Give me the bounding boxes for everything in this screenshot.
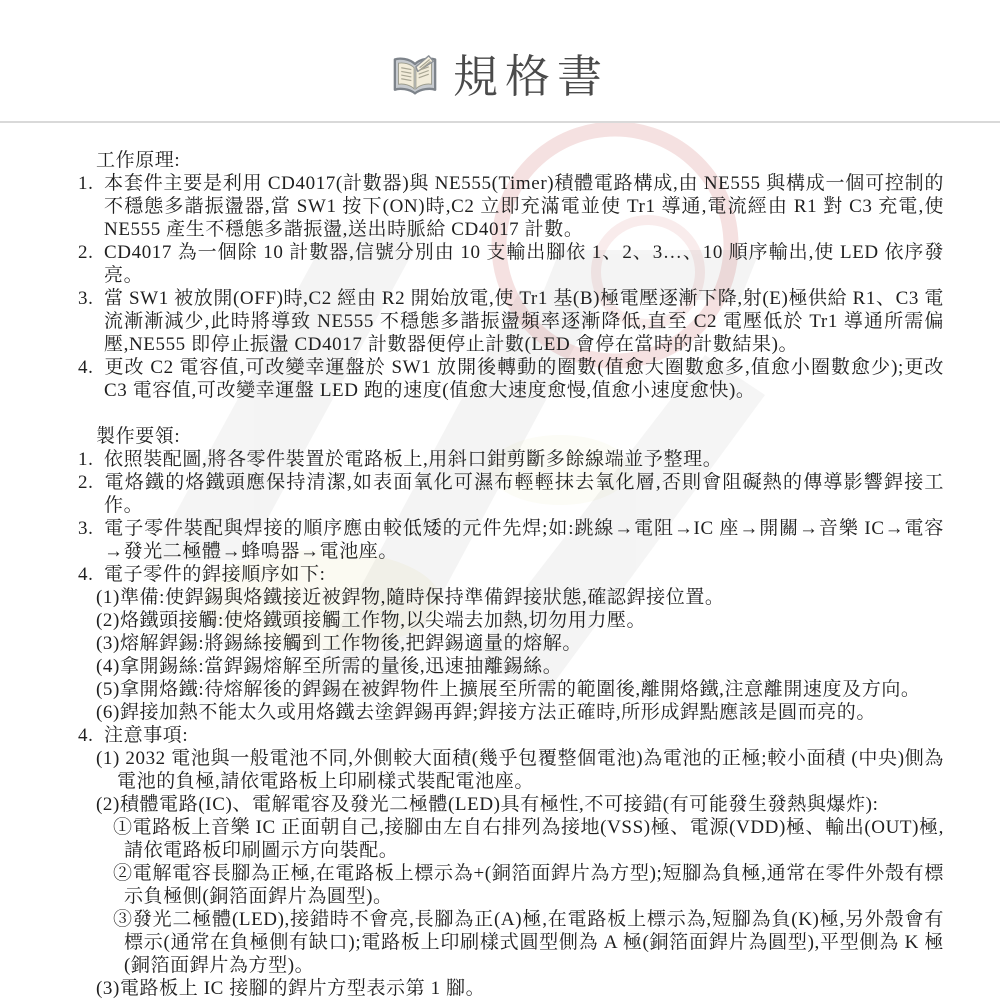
list-item-text: 電子零件裝配與焊接的順序應由較低矮的元件先焊;如:跳線→電阻→IC 座→開關→音樂 IC→電容→發光二極體→蜂鳴器→電池座。: [104, 518, 944, 562]
document-header: [0, 0, 1000, 105]
list-item-text: (2)烙鐵頭接觸:使烙鐵頭接觸工作物,以尖端去加熱,切勿用力壓。: [96, 610, 647, 631]
list-item-text: (3)電路板上 IC 接腳的銲片方型表示第 1 腳。: [96, 978, 486, 999]
list-item: [78, 517, 944, 563]
list-item-text: (5)拿開烙鐵:待熔解後的銲錫在被銲物件上擴展至所需的範圍後,離開烙鐵,注意離開速度及方向。: [96, 679, 921, 700]
list-item-marker: 4.: [78, 564, 94, 585]
list-item-text: 電烙鐵的烙鐵頭應保持清潔,如表面氧化可濕布輕輕抹去氧化層,否則會阻礙熱的傳導影響銲接工作。: [104, 472, 944, 516]
list-item-marker: 3.: [78, 288, 94, 309]
list-item-text: 注意事項:: [104, 725, 189, 746]
list-item: [78, 356, 944, 402]
section-heading: 製作要領:: [96, 426, 181, 447]
list-item-marker: 1.: [78, 449, 94, 470]
list-item: [78, 586, 944, 609]
list-item-text: (1) 2032 電池與一般電池不同,外側較大面積(幾乎包覆整個電池)為電池的正極;較小面積 (中央)側為電池的負極,請依電路板上印刷樣式裝配電池座。: [96, 748, 944, 792]
list-item: [78, 448, 944, 471]
page-title: 規格書: [452, 51, 609, 102]
list-item-text: 依照裝配圖,將各零件裝置於電路板上,用斜口鉗剪斷多餘線端並予整理。: [104, 449, 723, 470]
document-body: [0, 123, 1000, 1000]
list-item: [78, 241, 944, 287]
list-item: [78, 793, 944, 816]
list-item-text: ③發光二極體(LED),接錯時不會亮,長腳為正(A)極,在電路板上標示為,短腳為負(K)極,另外殼會有標示(通常在負極側有缺口);電路板上印刷樣式圓型側為 A 極(銅箔面銲片為圓型),平型側為 K 極(銅箔面銲片為方型)。: [113, 909, 944, 976]
list-item-text: ①電路板上音樂 IC 正面朝自己,接腳由左自右排列為接地(VSS)極、電源(VDD)極、輸出(OUT)極,請依電路板印刷圖示方向裝配。: [113, 817, 944, 861]
list-item-text: (6)銲接加熱不能太久或用烙鐵去塗銲錫再銲;銲接方法正確時,所形成銲點應該是圓而亮的。: [96, 702, 876, 723]
list-item-text: (3)熔解銲錫:將錫絲接觸到工作物後,把銲錫適量的熔解。: [96, 633, 582, 654]
list-item-marker: 2.: [78, 242, 94, 263]
list-item-text: 電子零件的銲接順序如下:: [104, 564, 326, 585]
section-heading: 工作原理:: [96, 150, 181, 171]
list-item: [78, 632, 944, 655]
list-item-text: (2)積體電路(IC)、電解電容及發光二極體(LED)具有極性,不可接錯(有可能發生發熱與爆炸):: [96, 794, 879, 815]
list-item-marker: 4.: [78, 357, 94, 378]
list-item: [78, 977, 944, 1000]
list-item-text: 更改 C2 電容值,可改變幸運盤於 SW1 放開後轉動的圈數(值愈大圈數愈多,值愈小圈數愈少);更改 C3 電容值,可改變幸運盤 LED 跑的速度(值愈大速度愈慢,值愈小速度愈快)。: [104, 357, 944, 401]
list-item-text: (4)拿開錫絲:當銲錫熔解至所需的量後,迅速抽離錫絲。: [96, 656, 563, 677]
list-item: [78, 862, 944, 908]
list-item: [78, 287, 944, 356]
list-item-marker: 3.: [78, 518, 94, 539]
list-item-text: 當 SW1 被放開(OFF)時,C2 經由 R2 開始放電,使 Tr1 基(B)極電壓逐漸下降,射(E)極供給 R1、C3 電流漸漸減少,此時將導致 NE555 不穩態多諧振盪頻率逐漸降低,直至 C2 電壓低於 Tr1 導通所需偏壓,NE555 即停止振盪 CD4017 計數器便停止計數(LED 會停在當時的計數結果)。: [104, 288, 944, 355]
list-item: [78, 724, 944, 747]
list-item-text: 本套件主要是利用 CD4017(計數器)與 NE555(Timer)積體電路構成,由 NE555 與構成一個可控制的不穩態多諧振盪器,當 SW1 按下(ON)時,C2 立即充滿電並使 Tr1 導通,電流經由 R1 對 C3 充電,使 NE555 產生不穩態多諧振盪,送出時脈給 CD4017 計數。: [104, 173, 944, 240]
document-section: [78, 149, 944, 402]
document-section: [78, 425, 944, 1000]
list-item: [78, 471, 944, 517]
list-item-text: (1)準備:使銲錫與烙鐵接近被銲物,隨時保持準備銲接狀態,確認銲接位置。: [96, 587, 725, 608]
list-item-marker: 4.: [78, 725, 94, 746]
list-item: [78, 172, 944, 241]
open-book-icon: [391, 54, 439, 103]
list-item: [78, 563, 944, 586]
list-item: [78, 655, 944, 678]
list-item-text: ②電解電容長腳為正極,在電路板上標示為+(銅箔面銲片為方型);短腳為負極,通常在零件外殼有標示負極側(銅箔面銲片為圓型)。: [113, 863, 944, 907]
list-item: [78, 816, 944, 862]
list-item: [78, 908, 944, 977]
list-item: [78, 747, 944, 793]
list-item-marker: 2.: [78, 472, 94, 493]
list-item: [78, 701, 944, 724]
list-item: [78, 609, 944, 632]
list-item-text: CD4017 為一個除 10 計數器,信號分別由 10 支輸出腳依 1、2、3…、10 順序輸出,使 LED 依序發亮。: [104, 242, 944, 286]
list-item: [78, 678, 944, 701]
list-item-marker: 1.: [78, 173, 94, 194]
